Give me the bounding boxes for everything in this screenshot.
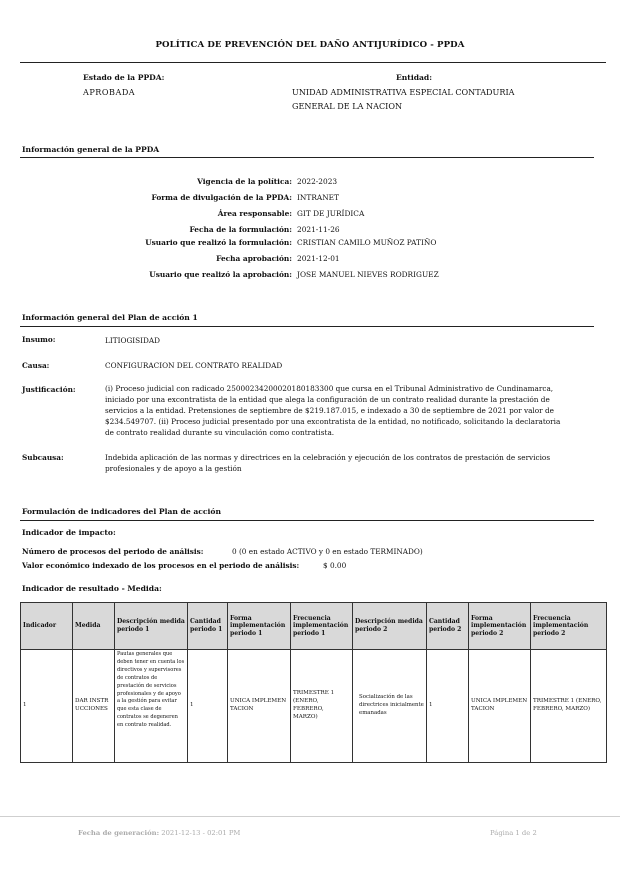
info-value: GIT DE JURÍDICA [297, 209, 365, 218]
cell-frec1: TRIMESTRE 1 (ENERO, FEBRERO, MARZO) [291, 650, 353, 763]
table-row [21, 650, 607, 763]
col-header: Descripción medida periodo 1 [115, 603, 188, 650]
info-general-rule [20, 157, 594, 158]
subcausa-text [105, 452, 550, 474]
cell-frec2: TRIMESTRE 1 (ENERO, FEBRERO, MARZO) [531, 650, 607, 763]
info-label: Fecha aprobación: [216, 254, 292, 263]
footer-date-label: Fecha de generación: [78, 829, 160, 837]
info-row-usuario-formulacion [0, 238, 620, 250]
causa-label: Causa: [22, 361, 50, 370]
info-label: Vigencia de la política: [197, 177, 292, 186]
info-value: 2022-2023 [297, 177, 338, 186]
valor-label: Valor económico indexado de los procesos en el periodo de análisis: [22, 561, 300, 570]
footer-date-value: 2021-12-13 - 02:01 PM [161, 829, 241, 837]
justificacion-label: Justificación: [22, 385, 76, 394]
cell-indicador: 1 [21, 650, 73, 763]
info-row-vigencia [0, 177, 620, 189]
info-label: Usuario que realizó la aprobación: [149, 270, 292, 279]
info-value: JOSE MANUEL NIEVES RODRIGUEZ [297, 270, 439, 279]
cell-forma1: UNICA IMPLEMENTACION [228, 650, 291, 763]
info-value: INTRANET [297, 193, 340, 202]
col-header: Indicador [21, 603, 73, 650]
formulacion-rule [20, 520, 594, 521]
cell-desc2: Socialización de las directrices inicialmente emanadas [353, 650, 427, 763]
col-header: Forma implementación periodo 1 [228, 603, 291, 650]
info-row-fecha-formulacion [0, 225, 620, 237]
info-label: Usuario que realizó la formulación: [145, 238, 292, 247]
title-rule [20, 62, 606, 63]
cell-desc1: Pautas generales que deben tener en cuenta los directivos y supervisores de contratos de prestación de servicios profesionales y de apoyo a la gestión para evitar que esta clase de contratos se degeneren en contrato realidad. [115, 650, 188, 763]
col-header: Frecuencia implementación periodo 2 [531, 603, 607, 650]
justificacion-line: de contrato realidad durante su vinculación como contratista. [105, 428, 335, 437]
table-header-row [21, 603, 607, 650]
num-procesos-label: Número de procesos del periodo de análisis: [22, 547, 204, 556]
estado-value: APROBADA [83, 87, 136, 97]
cell-forma2: UNICA IMPLEMENTACION [469, 650, 531, 763]
num-procesos-value: 0 (0 en estado ACTIVO y 0 en estado TERMINADO) [232, 547, 423, 556]
causa-value: CONFIGURACION DEL CONTRATO REALIDAD [105, 361, 283, 370]
estado-label: Estado de la PPDA: [83, 73, 165, 82]
entidad-label: Entidad: [396, 73, 433, 82]
info-value: CRISTIAN CAMILO MUÑOZ PATIÑO [297, 238, 437, 247]
info-row-divulgacion [0, 193, 620, 205]
insumo-value: LITIOGISIDAD [105, 336, 161, 345]
col-header: Frecuencia implementación periodo 1 [291, 603, 353, 650]
footer-date [78, 829, 240, 837]
col-header: Forma implementación periodo 2 [469, 603, 531, 650]
footer-rule [0, 816, 620, 817]
entidad-value-line1: UNIDAD ADMINISTRATIVA ESPECIAL CONTADURIA [292, 87, 515, 97]
cell-medida: DAR INSTRUCCIONES [73, 650, 115, 763]
info-label: Forma de divulgación de la PPDA: [151, 193, 292, 202]
formulacion-heading: Formulación de indicadores del Plan de acción [22, 507, 221, 516]
page-title: POLÍTICA DE PREVENCIÓN DEL DAÑO ANTIJURÍDICO - PPDA [155, 40, 465, 50]
col-header: Cantidad periodo 2 [427, 603, 469, 650]
info-general-heading: Información general de la PPDA [22, 145, 160, 154]
subcausa-line: profesionales y de apoyo a la gestión [105, 464, 242, 473]
impacto-label: Indicador de impacto: [22, 528, 116, 537]
plan-rule [20, 326, 594, 327]
col-header: Cantidad periodo 1 [188, 603, 228, 650]
justificacion-line: (i) Proceso judicial con radicado 25000234200020180183300 que cursa en el Tribunal Administrativo de Cundinamarca, [105, 384, 554, 393]
justificacion-text [105, 383, 560, 438]
insumo-label: Insumo: [22, 335, 56, 344]
info-row-usuario-aprobacion [0, 270, 620, 282]
info-label: Área responsable: [217, 209, 292, 218]
valor-value: $ 0.00 [323, 561, 347, 570]
indicators-table [20, 602, 607, 763]
subcausa-line: Indebida aplicación de las normas y directrices en la celebración y ejecución de los contratos de prestación de servicios [105, 453, 551, 462]
plan-heading: Información general del Plan de acción 1 [22, 313, 198, 322]
footer-page: Página 1 de 2 [490, 829, 537, 837]
info-label: Fecha de la formulación: [189, 225, 292, 234]
info-value: 2021-12-01 [297, 254, 340, 263]
justificacion-line: iniciado por una excontratista de la entidad que alega la configuración de un contrato realidad durante la prestación de [105, 395, 550, 404]
info-value: 2021-11-26 [297, 225, 340, 234]
col-header: Medida [73, 603, 115, 650]
justificacion-line: servicios a la entidad. Pretensiones de septiembre de $219.187.015, e indexado a 30 de septiembre de 2021 por valor de [105, 406, 554, 415]
resultado-label: Indicador de resultado - Medida: [22, 584, 162, 593]
cell-cant1: 1 [188, 650, 228, 763]
cell-cant2: 1 [427, 650, 469, 763]
info-row-area [0, 209, 620, 221]
info-row-fecha-aprobacion [0, 254, 620, 266]
justificacion-line: $234.549707. (ii) Proceso judicial presentado por una excontratista de la entidad, no notificado, solicitando la declaratoria [105, 417, 561, 426]
subcausa-label: Subcausa: [22, 453, 64, 462]
entidad-value-line2: GENERAL DE LA NACION [292, 101, 403, 111]
col-header: Descripción medida periodo 2 [353, 603, 427, 650]
